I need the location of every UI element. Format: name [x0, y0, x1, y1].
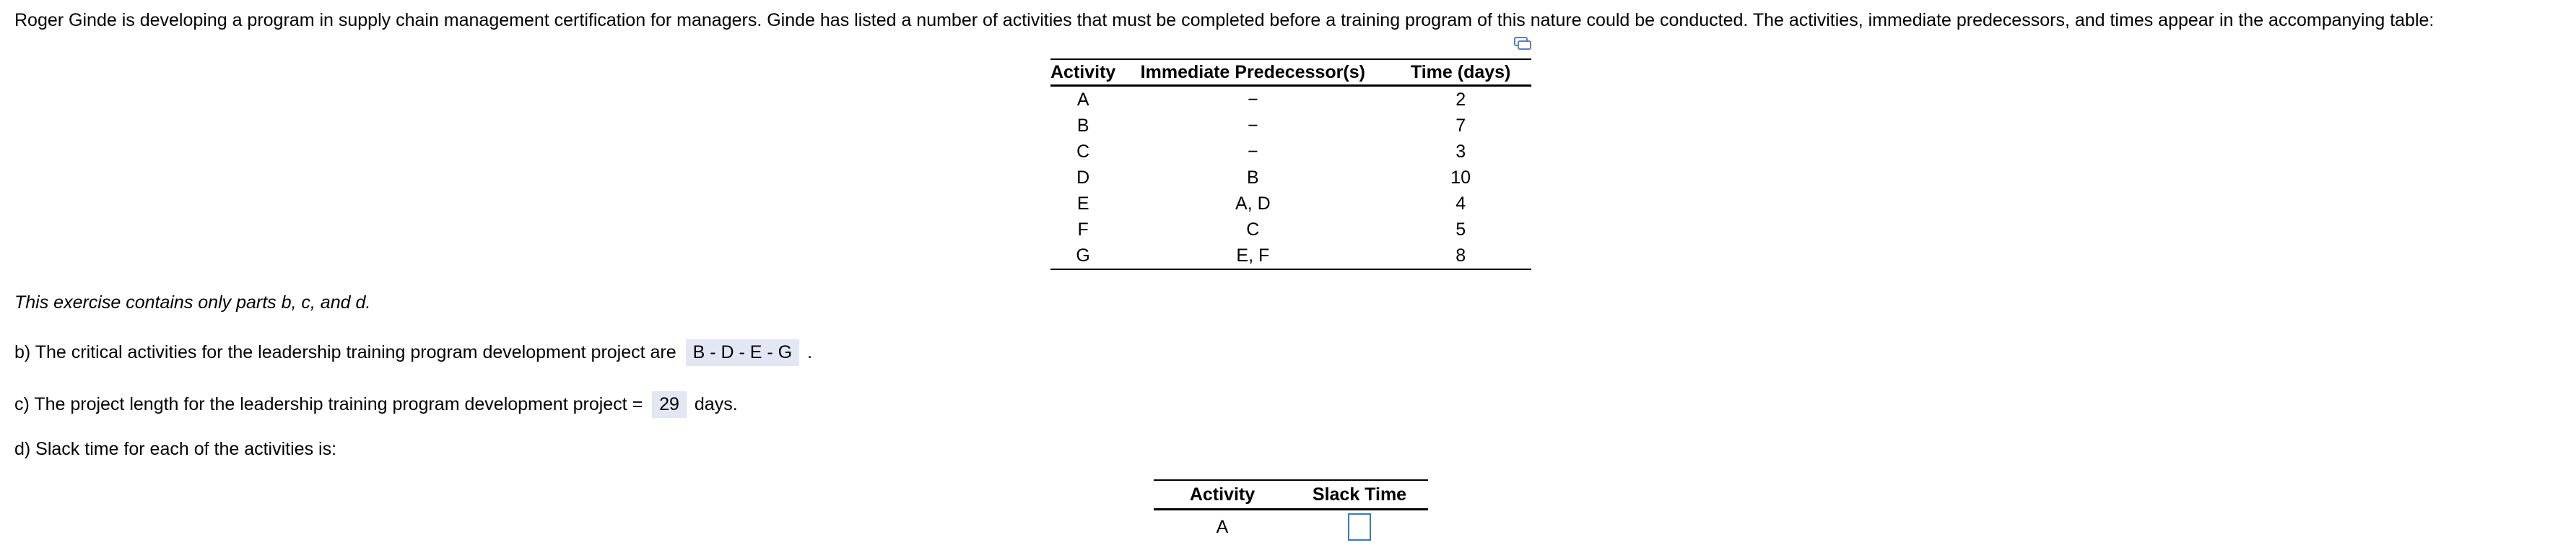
- exercise-note: This exercise contains only parts b, c, and d.: [14, 292, 371, 313]
- time-cell: 8: [1390, 243, 1531, 269]
- activity-cell: B: [1076, 115, 1089, 136]
- time-cell: 5: [1455, 219, 1466, 240]
- table-row: [1050, 217, 1531, 243]
- copy-icon[interactable]: [1513, 35, 1532, 51]
- table-row: [1050, 139, 1531, 165]
- predecessor-cell: B: [1246, 167, 1259, 188]
- part-b-answer[interactable]: B - D - E - G: [686, 339, 800, 366]
- activity-table: [1050, 58, 1531, 270]
- activity-table-header-row: [1050, 59, 1531, 86]
- part-c-answer[interactable]: 29: [652, 391, 687, 418]
- table-row: [1050, 86, 1531, 113]
- predecessor-cell: A, D: [1235, 193, 1271, 214]
- predecessor-cell: −: [1248, 141, 1258, 162]
- part-c-suffix: days.: [694, 394, 738, 414]
- slack-header-activity: Activity: [1154, 480, 1291, 510]
- predecessor-cell: −: [1248, 89, 1258, 110]
- predecessor-cell: C: [1246, 219, 1260, 240]
- part-b-text: b) The critical activities for the leadership training program development project are: [14, 342, 676, 362]
- table-row: [1050, 113, 1531, 139]
- activity-cell: F: [1077, 219, 1089, 240]
- time-cell: 2: [1455, 89, 1466, 110]
- slack-input[interactable]: [1348, 513, 1371, 541]
- activity-cell: D: [1076, 167, 1090, 188]
- slack-input-cell: [1291, 510, 1428, 544]
- part-c-question: [14, 391, 738, 418]
- part-b-suffix: .: [807, 342, 813, 362]
- slack-activity-cell: A: [1216, 516, 1229, 537]
- activity-cell: E: [1076, 193, 1089, 214]
- table-row: [1050, 191, 1531, 217]
- activity-cell: A: [1076, 89, 1089, 110]
- slack-table: [1154, 479, 1428, 544]
- time-cell: 7: [1455, 115, 1466, 136]
- activity-cell: C: [1076, 141, 1090, 162]
- slack-table-header-row: [1154, 480, 1428, 510]
- part-d-question: d) Slack time for each of the activities is:: [14, 439, 337, 459]
- time-cell: 4: [1455, 193, 1466, 214]
- table-row: [1050, 243, 1531, 269]
- table-row: [1154, 510, 1428, 544]
- problem-intro: Roger Ginde is developing a program in supply chain management certification for managers. Ginde has listed a number of activities that must be completed before a training program of this nature could be conducted. The activities, immediate predecessors, and times appear in the accompanying table:: [14, 10, 2434, 30]
- time-cell: 10: [1450, 167, 1471, 188]
- slack-header-slack: Slack Time: [1291, 480, 1428, 510]
- part-b-question: [14, 339, 812, 366]
- header-activity: Activity: [1050, 59, 1115, 86]
- activity-cell: G: [1050, 243, 1115, 269]
- time-cell: 3: [1455, 141, 1466, 162]
- header-time: Time (days): [1390, 59, 1531, 86]
- part-c-text: c) The project length for the leadership training program development project =: [14, 394, 643, 414]
- header-predecessors: Immediate Predecessor(s): [1115, 59, 1390, 86]
- predecessor-cell: −: [1248, 115, 1258, 136]
- table-row: [1050, 165, 1531, 191]
- predecessor-cell: E, F: [1115, 243, 1390, 269]
